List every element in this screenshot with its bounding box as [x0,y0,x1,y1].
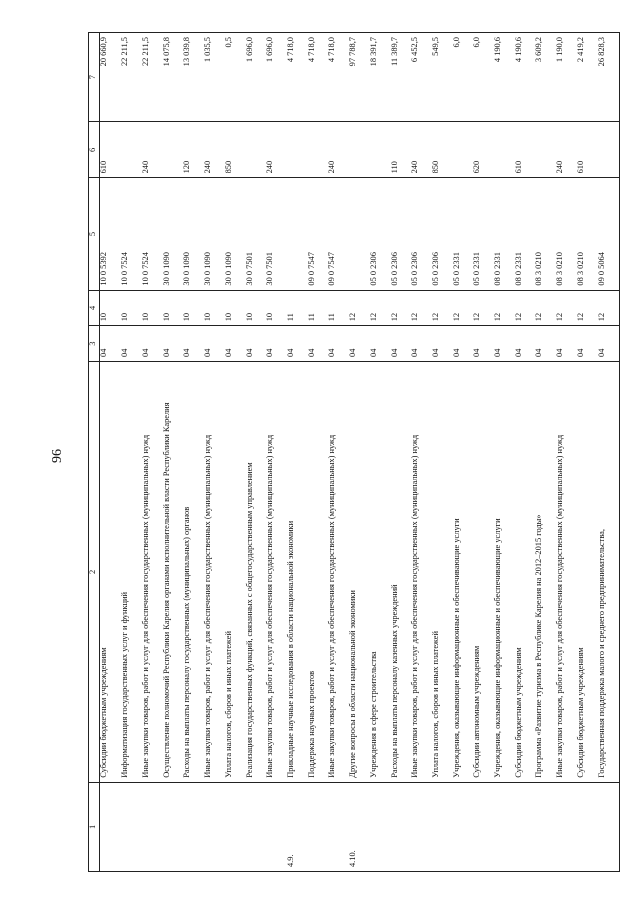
table-cell: 12 [494,290,515,326]
table-cell: 240 [411,122,432,178]
table-cell: 12 [391,290,412,326]
table-cell: 110 [391,122,412,178]
table-row [204,33,225,872]
table-cell: 12 [515,290,536,326]
table-cell: 4.10. [349,782,370,871]
table-cell: 30 0 1090 [163,178,184,290]
table-cell: Иные закупки товаров, работ и услуг для обеспечения государственных (муниципальных) нужд [266,361,287,782]
table-cell [266,782,287,871]
table-cell: 850 [225,122,246,178]
table-cell: Информатизация государственных услуг и функций [121,361,142,782]
table-cell [163,782,184,871]
table-row [556,33,577,872]
table-cell: 30 0 1090 [183,178,204,290]
page-number: 96 [50,449,65,463]
table-cell [370,122,391,178]
table-cell: 04 [535,326,556,362]
table-cell: Реализация государственных функций, связанных с общегосударственным управлением [246,361,267,782]
table-cell: 08 3 0210 [556,178,577,290]
table-cell [142,782,163,871]
table-cell: Иные закупки товаров, работ и услуг для обеспечения государственных (муниципальных) нужд [556,361,577,782]
table-cell: 1 696,0 [246,33,267,122]
table-cell: 11 [287,290,308,326]
table-cell: 12 [473,290,494,326]
table-cell [453,782,474,871]
table-cell: 10 [142,290,163,326]
table-row [391,33,412,872]
table-cell [287,122,308,178]
table-cell: 3 609,2 [535,33,556,122]
table-cell [473,782,494,871]
table-cell [308,782,329,871]
table-cell: 30 0 1090 [225,178,246,290]
table-row [287,33,308,872]
table-cell: 04 [515,326,536,362]
table-cell: 04 [432,326,453,362]
table-cell: 08 0 2331 [515,178,536,290]
table-row [308,33,329,872]
table-cell: 09 0 7547 [308,178,329,290]
table-row [411,33,432,872]
table-cell [535,122,556,178]
table-cell: Программа «Развитие туризма в Республике Карелия на 2012–2015 годы» [535,361,556,782]
budget-table [88,32,620,872]
table-cell: 549,5 [432,33,453,122]
table-cell: 12 [598,290,620,326]
table-cell: 11 389,7 [391,33,412,122]
table-cell: 10 [246,290,267,326]
table-cell: Поддержка научных проектов [308,361,329,782]
table-cell: Субсидии автономным учреждениям [473,361,494,782]
table-row [370,33,391,872]
table-cell: 05 0 2331 [453,178,474,290]
table-row [577,33,598,872]
table-cell: 04 [577,326,598,362]
table-header-cell: 3 [89,326,100,362]
table-cell: Расходы на выплаты персоналу государственных (муниципальных) органов [183,361,204,782]
table-cell [349,122,370,178]
table-cell [515,782,536,871]
table-cell: 4.9. [287,782,308,871]
table-header-cell: 2 [89,361,100,782]
table-cell [577,782,598,871]
table-cell: 6,0 [473,33,494,122]
table-cell: 04 [204,326,225,362]
table-cell: Учреждения, оказывающие информационные и обеспечивающие услуги [453,361,474,782]
table-cell: 04 [287,326,308,362]
table-cell: 10 [100,290,122,326]
table-cell: 04 [473,326,494,362]
table-cell: 120 [183,122,204,178]
table-cell: 04 [266,326,287,362]
table-cell: Иные закупки товаров, работ и услуг для обеспечения государственных (муниципальных) нужд [142,361,163,782]
table-row [432,33,453,872]
table-cell: 12 [556,290,577,326]
table-cell [453,122,474,178]
table-cell: 12 [370,290,391,326]
table-cell: 30 0 7501 [266,178,287,290]
table-cell: Государственная поддержка малого и среднего предпринимательства, [598,361,620,782]
table-cell: 6,0 [453,33,474,122]
table-cell: 04 [556,326,577,362]
table-cell: 850 [432,122,453,178]
table-row [121,33,142,872]
table-row [142,33,163,872]
table-row [246,33,267,872]
table-cell: Другие вопросы в области национальной экономики [349,361,370,782]
table-cell: 14 075,8 [163,33,184,122]
table-cell: 240 [556,122,577,178]
table-cell [598,122,620,178]
table-cell: 04 [391,326,412,362]
table-cell: Осуществление полномочий Республики Карелия органами исполнительной власти Республики Карелия [163,361,184,782]
table-cell: 2 419,2 [577,33,598,122]
table-header-row [89,33,100,872]
table-header-cell: 5 [89,178,100,290]
table-cell: 97 788,7 [349,33,370,122]
table-cell: 4 190,6 [494,33,515,122]
table-cell [535,782,556,871]
table-cell: 610 [100,122,122,178]
table-cell: 610 [515,122,536,178]
table-row [328,33,349,872]
table-cell [349,178,370,290]
table-row [515,33,536,872]
table-cell: 04 [349,326,370,362]
table-cell: 10 0 5392 [100,178,122,290]
table-cell: 10 0 7524 [121,178,142,290]
table-cell: 1 190,0 [556,33,577,122]
table-cell: 04 [370,326,391,362]
table-cell: 04 [411,326,432,362]
table-cell: 22 211,5 [121,33,142,122]
table-cell [494,122,515,178]
table-cell: 30 0 7501 [246,178,267,290]
table-cell: 10 0 7524 [142,178,163,290]
table-cell [308,122,329,178]
table-cell [432,782,453,871]
table-cell: 4 718,0 [328,33,349,122]
table-cell: 04 [246,326,267,362]
table-cell: 20 660,9 [100,33,122,122]
table-cell: 05 0 2306 [370,178,391,290]
table-cell: 240 [204,122,225,178]
table-cell: 12 [535,290,556,326]
table-cell: 1 696,0 [266,33,287,122]
table-cell: 04 [100,326,122,362]
table-cell [556,782,577,871]
table-cell: 05 0 2306 [411,178,432,290]
table-cell: 09 0 7547 [328,178,349,290]
table-cell: 13 039,8 [183,33,204,122]
table-cell: 12 [411,290,432,326]
table-cell [121,782,142,871]
table-cell [411,782,432,871]
table-cell: Уплата налогов, сборов и иных платежей [225,361,246,782]
table-cell: 240 [266,122,287,178]
budget-table-sheet [88,32,620,872]
table-header-cell: 4 [89,290,100,326]
table-row [598,33,620,872]
table-cell [204,782,225,871]
table-cell: Иные закупки товаров, работ и услуг для обеспечения государственных (муниципальных) нужд [328,361,349,782]
table-cell: 05 0 2306 [391,178,412,290]
table-cell [100,782,122,871]
table-cell: 11 [308,290,329,326]
table-cell: Уплата налогов, сборов и иных платежей [432,361,453,782]
table-header-cell: 7 [89,33,100,122]
table-row [163,33,184,872]
table-cell: Учреждения в сфере строительства [370,361,391,782]
table-cell: 04 [121,326,142,362]
table-cell: 10 [225,290,246,326]
table-cell: 08 0 2331 [494,178,515,290]
table-cell: 08 3 0210 [577,178,598,290]
table-cell: 04 [328,326,349,362]
table-cell: Иные закупки товаров, работ и услуг для обеспечения государственных (муниципальных) нужд [204,361,225,782]
table-row [453,33,474,872]
table-cell: 0,5 [225,33,246,122]
table-cell: 09 0 5064 [598,178,620,290]
table-row [266,33,287,872]
table-header-cell: 6 [89,122,100,178]
table-cell: 04 [494,326,515,362]
table-cell: 10 [163,290,184,326]
table-cell [287,178,308,290]
table-cell: 05 0 2306 [432,178,453,290]
table-cell: 12 [577,290,598,326]
table-cell [246,122,267,178]
table-row [100,33,122,872]
table-row [225,33,246,872]
table-cell: 4 718,0 [308,33,329,122]
table-cell: 04 [183,326,204,362]
table-cell: 4 190,6 [515,33,536,122]
table-cell: Расходы на выплаты персоналу казенных учреждений [391,361,412,782]
table-cell: Прикладные научные исследования в области национальной экономики [287,361,308,782]
table-cell: 10 [183,290,204,326]
table-cell [246,782,267,871]
table-cell: 4 718,0 [287,33,308,122]
table-cell [183,782,204,871]
table-cell: 10 [266,290,287,326]
table-cell [370,782,391,871]
table-row [473,33,494,872]
table-cell: 6 452,5 [411,33,432,122]
table-row [535,33,556,872]
table-cell: 30 0 1090 [204,178,225,290]
table-cell [225,782,246,871]
table-cell: 18 391,7 [370,33,391,122]
table-cell [391,782,412,871]
table-cell: Субсидии бюджетным учреждениям [515,361,536,782]
table-cell: 04 [453,326,474,362]
table-cell: 1 035,5 [204,33,225,122]
table-cell: Иные закупки товаров, работ и услуг для обеспечения государственных (муниципальных) нужд [411,361,432,782]
table-cell [328,782,349,871]
table-cell: 610 [577,122,598,178]
table-cell: 04 [308,326,329,362]
table-row [494,33,515,872]
table-cell [494,782,515,871]
table-cell: 05 0 2331 [473,178,494,290]
table-cell: 11 [328,290,349,326]
table-cell: 10 [121,290,142,326]
table-row [183,33,204,872]
table-cell: 08 3 0210 [535,178,556,290]
table-cell: 04 [598,326,620,362]
table-cell: 620 [473,122,494,178]
table-cell: 12 [349,290,370,326]
table-cell: 26 828,3 [598,33,620,122]
table-cell: Субсидии бюджетным учреждениям [100,361,122,782]
table-cell: 04 [163,326,184,362]
table-cell: Субсидии бюджетным учреждениям [577,361,598,782]
table-cell: Учреждения, оказывающие информационные и обеспечивающие услуги [494,361,515,782]
table-cell [121,122,142,178]
table-header-cell: 1 [89,782,100,871]
table-cell: 12 [453,290,474,326]
table-cell: 240 [142,122,163,178]
table-cell: 04 [225,326,246,362]
table-cell: 22 211,5 [142,33,163,122]
table-cell [163,122,184,178]
table-body [100,33,620,872]
table-row [349,33,370,872]
table-cell: 10 [204,290,225,326]
table-cell: 240 [328,122,349,178]
table-cell: 12 [432,290,453,326]
table-cell: 04 [142,326,163,362]
table-cell [598,782,620,871]
